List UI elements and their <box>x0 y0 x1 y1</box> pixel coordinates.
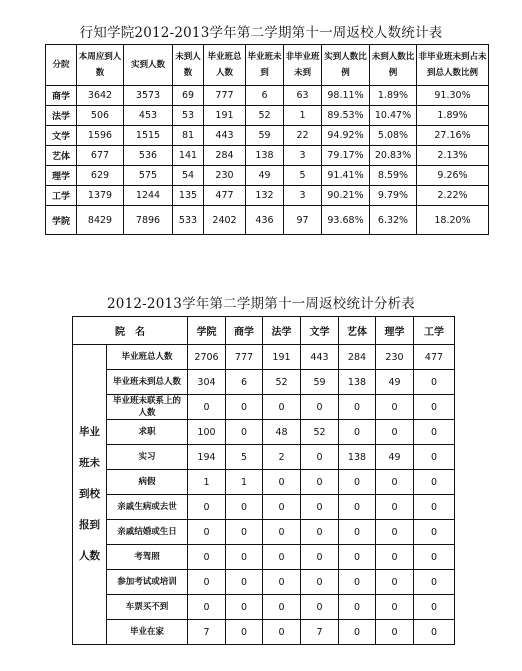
table2-row-label: 毕业班未到总人数 <box>107 370 188 395</box>
table1-cell: 63 <box>284 86 322 106</box>
table2-cell: 0 <box>339 470 376 495</box>
table1-cell: 138 <box>246 146 284 166</box>
table1-row <box>46 126 489 146</box>
table1-cell: 575 <box>124 166 173 186</box>
table1-header-cell: 实到人数 <box>124 45 173 86</box>
table2-cell: 304 <box>188 370 226 395</box>
table2-cell: 0 <box>376 570 414 595</box>
table1-cell: 3 <box>284 146 322 166</box>
table2-cell: 0 <box>226 420 263 445</box>
table1-cell: 49 <box>246 166 284 186</box>
table2-cell: 194 <box>188 445 226 470</box>
table2-row <box>73 570 455 595</box>
table1-row-label: 艺体 <box>46 146 77 166</box>
table2-cell: 0 <box>226 595 263 620</box>
table2-column-header: 理学 <box>376 317 414 345</box>
table1-cell: 8.59% <box>370 166 417 186</box>
table2-cell: 0 <box>188 570 226 595</box>
group-label-line: 报到 <box>79 519 100 531</box>
table2-cell: 0 <box>339 570 376 595</box>
table2-title: 2012-2013学年第二学期第十一周返校统计分析表 <box>107 296 415 312</box>
table2-cell: 0 <box>376 470 414 495</box>
table1-cell: 59 <box>246 126 284 146</box>
table1-cell: 97 <box>284 206 322 235</box>
table2-row-label: 毕业班未联系上的人数 <box>107 395 188 420</box>
table2-row <box>73 495 455 520</box>
table2-cell: 0 <box>226 495 263 520</box>
table2-row <box>73 445 455 470</box>
table1-cell: 436 <box>246 206 284 235</box>
table2-cell: 0 <box>339 620 376 645</box>
table1-cell: 284 <box>204 146 246 166</box>
analysis-table <box>72 316 455 645</box>
table2-cell: 0 <box>301 595 339 620</box>
table1-row-label: 文学 <box>46 126 77 146</box>
table2-cell: 0 <box>263 470 301 495</box>
table2-cell: 0 <box>263 545 301 570</box>
table2-column-header: 艺体 <box>339 317 376 345</box>
table2-cell: 0 <box>376 595 414 620</box>
table2-cell: 0 <box>414 445 455 470</box>
table2-row <box>73 395 455 420</box>
table2-row-label: 车票买不到 <box>107 595 188 620</box>
table2-cell: 0 <box>414 495 455 520</box>
table1-cell: 10.47% <box>370 106 417 126</box>
table2-cell: 48 <box>263 420 301 445</box>
table2-row-label: 病假 <box>107 470 188 495</box>
table2-group-label <box>73 345 107 645</box>
table2-cell: 1 <box>226 470 263 495</box>
table2-cell: 0 <box>414 595 455 620</box>
table1-cell: 506 <box>77 106 124 126</box>
table1-row-label: 法学 <box>46 106 77 126</box>
table2-cell: 477 <box>414 345 455 370</box>
table1-cell: 79.17% <box>322 146 370 166</box>
table1-cell: 443 <box>204 126 246 146</box>
table2-cell: 0 <box>376 545 414 570</box>
table1-cell: 6 <box>246 86 284 106</box>
table2-cell: 1 <box>188 470 226 495</box>
table1-row-label: 工学 <box>46 186 77 206</box>
table2-cell: 0 <box>339 545 376 570</box>
table1-cell: 98.11% <box>322 86 370 106</box>
table1-header-cell: 毕业班总人数 <box>204 45 246 86</box>
table2-cell: 0 <box>263 520 301 545</box>
table2-row <box>73 345 455 370</box>
table1-row <box>46 166 489 186</box>
table2-cell: 49 <box>376 370 414 395</box>
table1-header-cell: 未到人数比例 <box>370 45 417 86</box>
table2-cell: 7 <box>188 620 226 645</box>
table2-row <box>73 520 455 545</box>
table1-row-label: 商学 <box>46 86 77 106</box>
table2-column-header: 学院 <box>188 317 226 345</box>
table2-cell: 0 <box>376 520 414 545</box>
table2-column-header: 商学 <box>226 317 263 345</box>
table2-row-label: 实习 <box>107 445 188 470</box>
table1-cell: 533 <box>173 206 204 235</box>
table1-cell: 54 <box>173 166 204 186</box>
table2-cell: 0 <box>263 395 301 420</box>
table1-cell: 1379 <box>77 186 124 206</box>
group-label-line: 班未 <box>79 457 100 469</box>
table2-cell: 0 <box>301 570 339 595</box>
table1-cell: 1596 <box>77 126 124 146</box>
table1-cell: 89.53% <box>322 106 370 126</box>
table1-header-cell: 本周应到人数 <box>77 45 124 86</box>
table1-row-label: 学院 <box>46 206 77 235</box>
table2-cell: 0 <box>414 520 455 545</box>
table1-cell: 536 <box>124 146 173 166</box>
table2-cell: 7 <box>301 620 339 645</box>
table1-cell: 777 <box>204 86 246 106</box>
table2-cell: 0 <box>414 570 455 595</box>
table2-cell: 284 <box>339 345 376 370</box>
table1-cell: 1.89% <box>370 86 417 106</box>
table2-row-label: 亲戚结婚或生日 <box>107 520 188 545</box>
table2-cell: 0 <box>301 545 339 570</box>
table2-row-label: 参加考试或培训 <box>107 570 188 595</box>
table2-row-label: 毕业在家 <box>107 620 188 645</box>
table2-cell: 0 <box>339 395 376 420</box>
table2-cell: 0 <box>301 470 339 495</box>
table2-cell: 0 <box>376 420 414 445</box>
table2-cell: 0 <box>414 470 455 495</box>
table2-column-header: 法学 <box>263 317 301 345</box>
table2-cell: 0 <box>188 495 226 520</box>
table1-cell: 7896 <box>124 206 173 235</box>
table1-cell: 91.30% <box>417 86 489 106</box>
table2-cell: 138 <box>339 370 376 395</box>
table1-cell: 6.32% <box>370 206 417 235</box>
table1-header-cell: 非毕业班未到 <box>284 45 322 86</box>
table1-cell: 135 <box>173 186 204 206</box>
table1-cell: 93.68% <box>322 206 370 235</box>
table2-row-label: 考驾照 <box>107 545 188 570</box>
table2-row <box>73 370 455 395</box>
table2-row <box>73 595 455 620</box>
table2-cell: 0 <box>226 545 263 570</box>
table1-cell: 453 <box>124 106 173 126</box>
table2-header-label: 院 名 <box>73 317 188 345</box>
table2-cell: 0 <box>301 395 339 420</box>
table1-cell: 1244 <box>124 186 173 206</box>
table2-column-header: 文学 <box>301 317 339 345</box>
table2-row <box>73 470 455 495</box>
table2-row <box>73 545 455 570</box>
table1-row <box>46 146 489 166</box>
table2-cell: 5 <box>226 445 263 470</box>
table1-cell: 2.22% <box>417 186 489 206</box>
table2-cell: 0 <box>301 445 339 470</box>
table2-cell: 0 <box>376 395 414 420</box>
table1-cell: 141 <box>173 146 204 166</box>
table1-cell: 477 <box>204 186 246 206</box>
table2-cell: 0 <box>263 595 301 620</box>
table1-header-cell: 非毕业班未到占未到总人数比例 <box>417 45 489 86</box>
table2-cell: 230 <box>376 345 414 370</box>
table1-cell: 81 <box>173 126 204 146</box>
table2-cell: 0 <box>188 595 226 620</box>
table1-cell: 20.83% <box>370 146 417 166</box>
table2-cell: 2706 <box>188 345 226 370</box>
table2-cell: 0 <box>301 495 339 520</box>
table1-cell: 2.13% <box>417 146 489 166</box>
table1-cell: 90.21% <box>322 186 370 206</box>
table1-header-row <box>46 45 489 86</box>
table1-cell: 191 <box>204 106 246 126</box>
table2-cell: 2 <box>263 445 301 470</box>
table2-cell: 0 <box>263 495 301 520</box>
table2-cell: 100 <box>188 420 226 445</box>
table2-cell: 49 <box>376 445 414 470</box>
table2-cell: 52 <box>301 420 339 445</box>
table1-cell: 27.16% <box>417 126 489 146</box>
table1-cell: 69 <box>173 86 204 106</box>
table2-cell: 0 <box>188 395 226 420</box>
table1-cell: 3642 <box>77 86 124 106</box>
table2-cell: 0 <box>339 520 376 545</box>
table2-cell: 0 <box>263 570 301 595</box>
table1-cell: 1.89% <box>417 106 489 126</box>
table2-cell: 0 <box>226 570 263 595</box>
table2-row-label: 求职 <box>107 420 188 445</box>
table1-cell: 3 <box>284 186 322 206</box>
table2-cell: 0 <box>188 520 226 545</box>
table2-cell: 0 <box>226 520 263 545</box>
table1-cell: 9.26% <box>417 166 489 186</box>
table1-cell: 1515 <box>124 126 173 146</box>
table1-cell: 8429 <box>77 206 124 235</box>
table2-cell: 0 <box>188 545 226 570</box>
table1-row-label: 理学 <box>46 166 77 186</box>
table2-cell: 443 <box>301 345 339 370</box>
table1-header-cell: 未到人数 <box>173 45 204 86</box>
table2-cell: 0 <box>226 395 263 420</box>
table1-row <box>46 86 489 106</box>
table1-cell: 53 <box>173 106 204 126</box>
table2-cell: 0 <box>339 495 376 520</box>
table2-cell: 59 <box>301 370 339 395</box>
table2-row-label: 亲戚生病或去世 <box>107 495 188 520</box>
table1-title: 行知学院2012-2013学年第二学期第十一周返校人数统计表 <box>79 25 443 41</box>
table2-cell: 0 <box>339 595 376 620</box>
table2-cell: 0 <box>339 420 376 445</box>
table2-cell: 0 <box>414 545 455 570</box>
table2-cell: 0 <box>414 370 455 395</box>
table1-cell: 91.41% <box>322 166 370 186</box>
table1-row <box>46 206 489 235</box>
group-label-line: 人数 <box>79 550 100 562</box>
table2-cell: 6 <box>226 370 263 395</box>
table2-row <box>73 620 455 645</box>
table1-cell: 230 <box>204 166 246 186</box>
table1-cell: 9.79% <box>370 186 417 206</box>
table2-cell: 0 <box>301 520 339 545</box>
table1-cell: 22 <box>284 126 322 146</box>
table2-row <box>73 420 455 445</box>
table1-cell: 1 <box>284 106 322 126</box>
table1-cell: 677 <box>77 146 124 166</box>
return-statistics-table <box>45 44 489 235</box>
table2-cell: 0 <box>414 420 455 445</box>
table1-cell: 52 <box>246 106 284 126</box>
table2-cell: 0 <box>376 620 414 645</box>
table1-header-cell: 分院 <box>46 45 77 86</box>
table2-cell: 0 <box>376 495 414 520</box>
table1-cell: 5 <box>284 166 322 186</box>
group-label-line: 毕业 <box>79 426 100 438</box>
table2-cell: 0 <box>263 620 301 645</box>
table2-row-label: 毕业班总人数 <box>107 345 188 370</box>
table2-cell: 0 <box>226 620 263 645</box>
table2-column-header: 工学 <box>414 317 455 345</box>
group-label-line: 到校 <box>79 488 100 500</box>
table1-cell: 18.20% <box>417 206 489 235</box>
table1-row <box>46 106 489 126</box>
table2-cell: 777 <box>226 345 263 370</box>
table1-cell: 629 <box>77 166 124 186</box>
table2-cell: 0 <box>414 620 455 645</box>
table2-cell: 191 <box>263 345 301 370</box>
table1-header-cell: 实到人数比例 <box>322 45 370 86</box>
table1-cell: 132 <box>246 186 284 206</box>
table1-cell: 3573 <box>124 86 173 106</box>
table2-cell: 138 <box>339 445 376 470</box>
table2-cell: 0 <box>414 395 455 420</box>
table1-header-cell: 毕业班未到 <box>246 45 284 86</box>
table2-header-row <box>73 317 455 345</box>
table1-cell: 2402 <box>204 206 246 235</box>
table1-cell: 94.92% <box>322 126 370 146</box>
table1-cell: 5.08% <box>370 126 417 146</box>
table2-cell: 52 <box>263 370 301 395</box>
table1-row <box>46 186 489 206</box>
